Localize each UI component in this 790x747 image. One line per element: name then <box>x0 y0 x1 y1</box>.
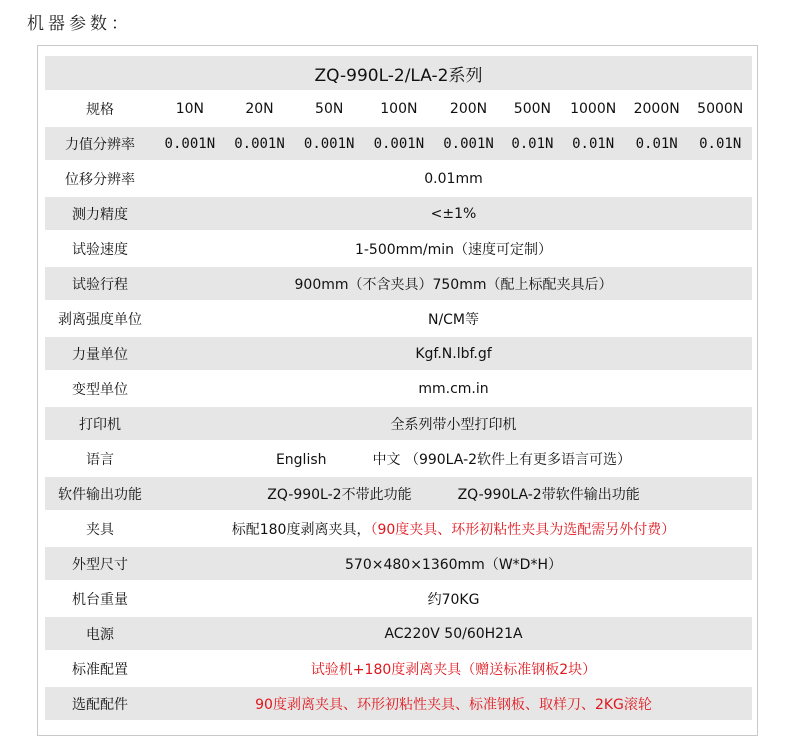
spec-table <box>45 54 752 722</box>
row-value: mm.cm.in <box>155 372 752 405</box>
row-value: 570×480×1360mm（W*D*H） <box>155 547 752 580</box>
fixture-row <box>45 512 752 545</box>
row-value: 1-500mm/min（速度可定制） <box>155 232 752 265</box>
fixture-optional-note: （90度夹具、环形初粘性夹具为选配需另外付费） <box>370 521 676 538</box>
language-chinese: 中文 （990LA-2软件上有更多语言可选） <box>372 451 632 468</box>
row-value: 约70KG <box>155 582 752 615</box>
capacity-cell: 1000N <box>561 92 625 125</box>
row-value: 试验机+180度剥离夹具（赠送标准钢板2块） <box>155 652 752 685</box>
capacity-cell: 50N <box>294 92 364 125</box>
capacity-cell: 2000N <box>625 92 689 125</box>
row-value: N/CM等 <box>155 302 752 335</box>
row-value <box>155 442 752 475</box>
resolution-cell: 0.001N <box>155 127 225 160</box>
spec-row <box>45 337 752 370</box>
resolution-cell: 0.001N <box>364 127 434 160</box>
resolution-cell: 0.01N <box>688 127 752 160</box>
spec-row <box>45 162 752 195</box>
row-value: <±1% <box>155 197 752 230</box>
row-label: 试验行程 <box>45 267 155 300</box>
row-label: 软件输出功能 <box>45 477 155 510</box>
row-value: 900mm（不含夹具）750mm（配上标配夹具后） <box>155 267 752 300</box>
resolution-cell: 0.001N <box>294 127 364 160</box>
resolution-cell: 0.001N <box>225 127 295 160</box>
row-value: Kgf.N.lbf.gf <box>155 337 752 370</box>
capacity-cell: 20N <box>225 92 295 125</box>
fixture-standard: 标配180度剥离夹具， <box>231 521 371 538</box>
row-value: 全系列带小型打印机 <box>155 407 752 440</box>
capacity-cell: 500N <box>503 92 561 125</box>
row-label: 电源 <box>45 617 155 650</box>
row-label: 选配配件 <box>45 687 155 720</box>
resolution-cell: 0.01N <box>503 127 561 160</box>
capacity-cell: 200N <box>434 92 504 125</box>
row-label: 力值分辨率 <box>45 127 155 160</box>
row-value: AC220V 50/60H21A <box>155 617 752 650</box>
row-label: 规格 <box>45 92 155 125</box>
spec-row <box>45 407 752 440</box>
spec-row <box>45 617 752 650</box>
spec-row <box>45 302 752 335</box>
spec-row <box>45 547 752 580</box>
row-label: 剥离强度单位 <box>45 302 155 335</box>
software-l-model: ZQ-990L-2不带此功能 <box>267 486 412 503</box>
row-label: 试验速度 <box>45 232 155 265</box>
row-label: 标准配置 <box>45 652 155 685</box>
optional-accessories-row <box>45 687 752 720</box>
row-label: 打印机 <box>45 407 155 440</box>
resolution-row <box>45 127 752 160</box>
table-title-row <box>45 56 752 90</box>
language-row <box>45 442 752 475</box>
resolution-cell: 0.001N <box>434 127 504 160</box>
language-english: English <box>275 451 327 468</box>
row-label: 变型单位 <box>45 372 155 405</box>
row-value: 0.01mm <box>155 162 752 195</box>
spec-row <box>45 267 752 300</box>
row-label: 夹具 <box>45 512 155 545</box>
capacity-row <box>45 92 752 125</box>
row-label: 力量单位 <box>45 337 155 370</box>
capacity-cell: 100N <box>364 92 434 125</box>
spec-row <box>45 197 752 230</box>
spec-row <box>45 232 752 265</box>
table-title: ZQ-990L-2/LA-2系列 <box>45 56 752 90</box>
capacity-cell: 10N <box>155 92 225 125</box>
row-label: 测力精度 <box>45 197 155 230</box>
row-label: 位移分辨率 <box>45 162 155 195</box>
standard-config-row <box>45 652 752 685</box>
row-value: 90度剥离夹具、环形初粘性夹具、标准钢板、取样刀、2KG滚轮 <box>155 687 752 720</box>
software-row <box>45 477 752 510</box>
capacity-cell: 5000N <box>688 92 752 125</box>
row-label: 机台重量 <box>45 582 155 615</box>
spec-row <box>45 372 752 405</box>
section-heading: 机器参数： <box>27 14 132 34</box>
row-value <box>155 477 752 510</box>
resolution-cell: 0.01N <box>625 127 689 160</box>
resolution-cell: 0.01N <box>561 127 625 160</box>
spec-row <box>45 582 752 615</box>
software-la-model: ZQ-990LA-2带软件输出功能 <box>457 486 640 503</box>
row-label: 外型尺寸 <box>45 547 155 580</box>
row-label: 语言 <box>45 442 155 475</box>
row-value <box>155 512 752 545</box>
